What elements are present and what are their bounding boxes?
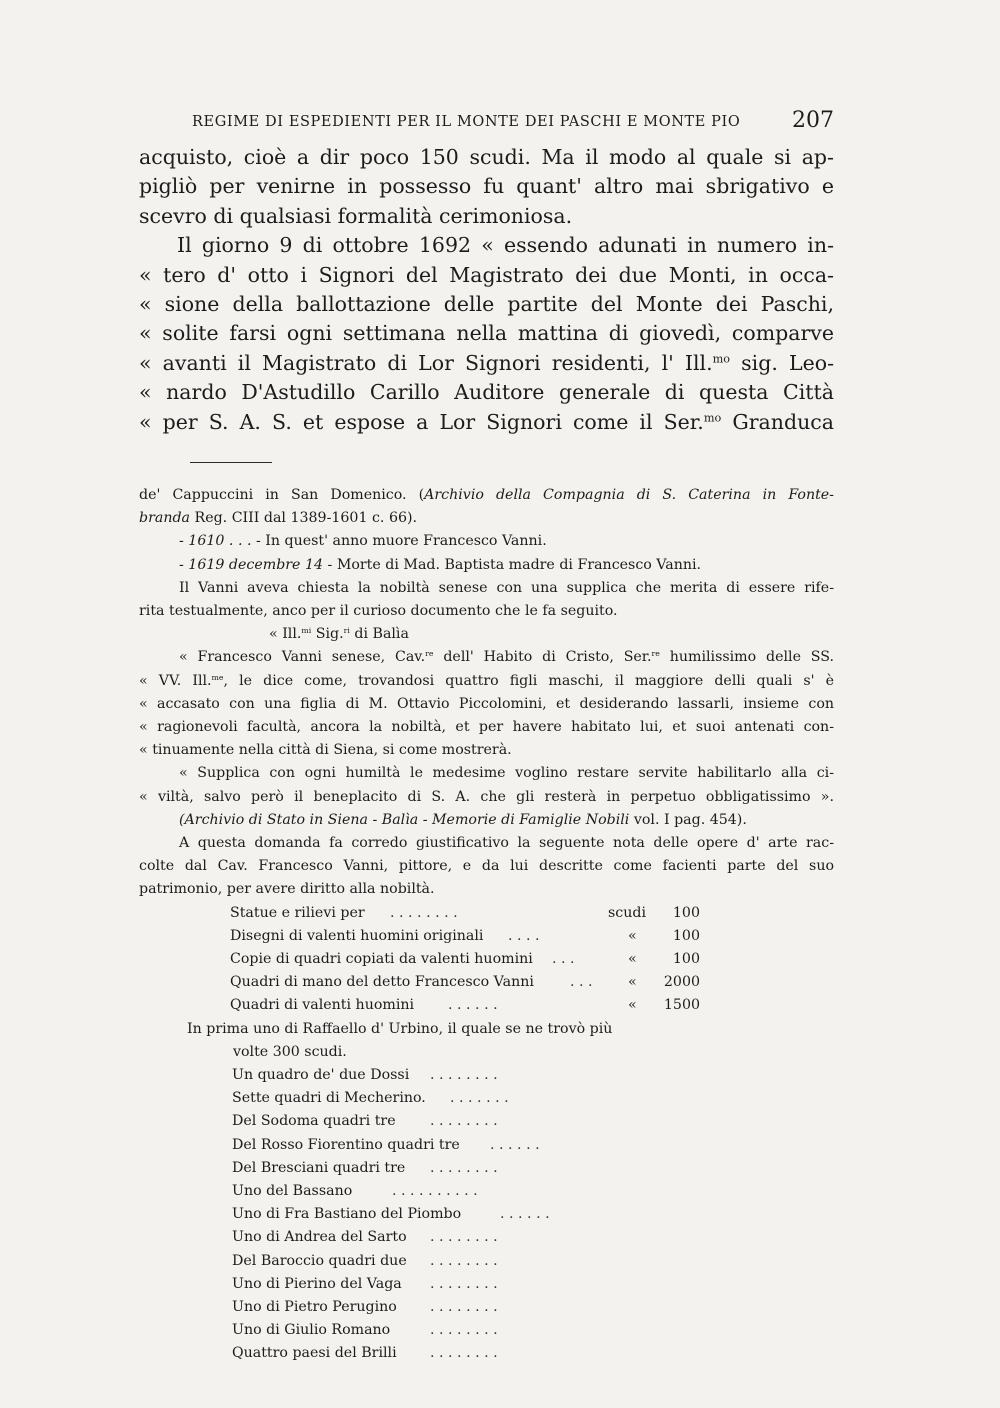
note-line: volte 300 scudi. — [233, 1043, 347, 1060]
artwork-label: Del Sodoma quadri tre — [232, 1113, 396, 1130]
text-fragment: Reg. CIII dal 1389-1601 c. 66). — [190, 510, 418, 527]
item-label: Statue e rilievi per — [230, 904, 365, 921]
note-line: « accasato con una figlia di M. Ottavio Piccolomini, et desiderando lassarli, insieme con — [139, 695, 834, 712]
artwork-label: Quattro paesi del Brilli — [232, 1345, 397, 1362]
note-line — [139, 646, 834, 669]
item-label: Copie di quadri copiati da valenti huomini — [230, 951, 533, 968]
text-line: « nardo D'Astudillo Carillo Auditore generale di questa Città — [139, 380, 834, 405]
inventory-row — [230, 948, 700, 971]
inventory-row — [230, 971, 700, 994]
dot-leader: . . . . . . . . . . — [392, 1182, 478, 1199]
artwork-label: Uno di Giulio Romano — [232, 1322, 391, 1339]
item-amount: 100 — [672, 951, 700, 968]
text-fragment: de' Cappuccini in San Domenico. ( — [139, 487, 425, 503]
superscript: ri — [343, 626, 350, 636]
artwork-row — [232, 1110, 834, 1133]
artwork-label: Sette quadri di Mecherino. — [232, 1090, 426, 1107]
main-text — [139, 143, 834, 437]
dot-leader: . . . . . . . . — [430, 1067, 498, 1083]
note-line: « viltà, salvo però il beneplacito di S. A. che gli resterà in perpetuo obbligatissimo ». — [139, 788, 834, 805]
artwork-label: Del Baroccio quadri due — [232, 1252, 407, 1269]
note-line — [139, 809, 834, 832]
dot-leader: . . . . . . . . — [430, 1275, 498, 1292]
dot-leader: . . . . . . . . — [430, 1229, 498, 1246]
artwork-row — [232, 1226, 834, 1249]
dot-leader: . . . . . . — [448, 997, 498, 1014]
dot-leader: . . . — [570, 974, 593, 991]
dot-leader: . . . . . . . . — [430, 1113, 498, 1130]
note-line: In prima uno di Raffaello d' Urbino, il quale se ne trovò più — [187, 1020, 613, 1037]
dot-leader: . . . . . . . — [450, 1090, 509, 1107]
artwork-label: Uno di Fra Bastiano del Piombo — [232, 1206, 462, 1223]
text-fragment: « VV. Ill. — [139, 672, 212, 689]
text-fragment: vol. I pag. 454). — [629, 811, 747, 828]
text-fragment: « Ill. — [269, 626, 302, 643]
note-line: « Supplica con ogni humiltà le medesime voglino restare servite habilitarlo alla ci- — [179, 765, 834, 782]
dot-leader: . . . . . . . . — [430, 1345, 498, 1362]
item-unit: « — [628, 974, 637, 991]
note-line: « tinuamente nella città di Siena, si come mostrerà. — [139, 742, 512, 759]
item-unit: « — [628, 997, 637, 1014]
text-fragment: - In quest' anno muore Francesco Vanni. — [251, 533, 547, 550]
paragraph-1 — [139, 143, 834, 231]
dot-leader: . . . . — [508, 927, 540, 944]
note-line — [139, 670, 834, 693]
text-line: scevro di qualsiasi formalità cerimoniosa. — [139, 203, 573, 228]
artwork-row — [232, 1273, 834, 1296]
item-unit: scudi — [608, 904, 646, 921]
item-label: Disegni di valenti huomini originali — [230, 927, 484, 944]
note-line — [139, 530, 834, 553]
footnote-rule — [190, 462, 272, 463]
note-line: colte dal Cav. Francesco Vanni, pittore, e da lui descritte come facienti parte del suo — [139, 858, 834, 875]
page-number: 207 — [792, 108, 834, 133]
dot-leader: . . . — [552, 951, 575, 968]
item-amount: 100 — [672, 904, 700, 921]
artwork-row — [232, 1180, 834, 1203]
text-fragment: (Archivio di Stato in Siena - Balìa - Memorie di Famiglie Nobili — [179, 811, 630, 828]
item-unit: « — [628, 927, 637, 944]
text-fragment: Archivio della Compagnia di S. Caterina in Fonte- — [424, 487, 834, 503]
text-line — [139, 408, 834, 437]
artwork-row — [232, 1296, 834, 1319]
dot-leader: . . . . . . . . — [430, 1298, 498, 1315]
text-fragment: Sig. — [311, 626, 344, 643]
note-line: patrimonio, per avere diritto alla nobiltà. — [139, 881, 435, 898]
note-line — [139, 623, 834, 646]
text-line: pigliò per venirne in possesso fu quant' altro mai sbrigativo e — [139, 174, 834, 199]
artwork-row — [232, 1157, 834, 1180]
artwork-label: Un quadro de' due Dossi — [232, 1067, 410, 1083]
text-fragment: « per S. A. S. et espose a Lor Signori come il Ser. — [139, 409, 704, 434]
dot-leader: . . . . . . — [500, 1206, 550, 1223]
note-line — [139, 507, 834, 530]
artwork-label: Uno di Andrea del Sarto — [232, 1229, 407, 1246]
artwork-row — [232, 1087, 834, 1110]
note-line: « ragionevoli facultà, ancora la nobiltà, et per havere habitato lui, et suoi antenati con- — [139, 719, 834, 736]
text-line: « solite farsi ogni settimana nella mattina di giovedì, comparve — [139, 321, 834, 346]
text-fragment: , le dice come, trovandosi quattro figli maschi, il maggiore delli quali s' è — [223, 672, 834, 689]
text-fragment: - 1619 decembre 14 — [179, 556, 324, 573]
text-fragment: Granduca — [721, 409, 834, 434]
item-amount: 100 — [672, 927, 700, 944]
text-fragment: humilissimo delle SS. — [659, 649, 834, 666]
superscript: re — [425, 649, 434, 659]
text-line — [139, 349, 834, 378]
text-fragment: sig. Leo- — [730, 350, 834, 375]
item-label: Quadri di valenti huomini — [230, 997, 415, 1014]
item-label: Quadri di mano del detto Francesco Vanni — [230, 974, 534, 991]
note-line: rita testualmente, anco per il curioso documento che le fa seguito. — [139, 603, 618, 620]
artwork-label: Del Bresciani quadri tre — [232, 1159, 406, 1176]
priced-inventory — [230, 902, 700, 1018]
dot-leader: . . . . . . . . — [390, 904, 458, 921]
note-line — [139, 484, 834, 507]
text-fragment: di Balìa — [349, 626, 409, 643]
dot-leader: . . . . . . . . — [430, 1252, 498, 1269]
footnotes — [139, 484, 834, 1365]
dot-leader: . . . . . . . . — [430, 1159, 498, 1176]
dot-leader: . . . . . . — [490, 1136, 540, 1153]
superscript: me — [211, 672, 224, 682]
artwork-label: Del Rosso Fiorentino quadri tre — [232, 1136, 460, 1153]
artwork-row — [232, 1203, 834, 1226]
running-header — [192, 108, 834, 133]
note-line: Il Vanni aveva chiesta la nobiltà senese con una supplica che merita di essere rife- — [179, 579, 834, 596]
artwork-row — [232, 1319, 834, 1342]
text-fragment: dell' Habito di Cristo, Ser. — [433, 649, 652, 666]
text-fragment: - 1610 . . . — [179, 533, 252, 550]
dot-leader: . . . . . . . . — [430, 1322, 498, 1339]
artwork-label: Uno di Pierino del Vaga — [232, 1275, 402, 1292]
text-fragment: branda — [139, 510, 191, 527]
superscript: mo — [712, 352, 731, 366]
text-fragment: « Francesco Vanni senese, Cav. — [179, 649, 426, 666]
text-fragment: « avanti il Magistrato di Lor Signori residenti, l' Ill. — [139, 350, 713, 375]
inventory-row — [230, 902, 700, 925]
item-amount: 2000 — [663, 974, 700, 991]
superscript: mi — [301, 626, 312, 636]
text-line: « sione della ballottazione delle partite del Monte dei Paschi, — [139, 292, 834, 317]
text-line: acquisto, cioè a dir poco 150 scudi. Ma il modo al quale si ap- — [139, 145, 834, 169]
text-line: « tero d' otto i Signori del Magistrato dei due Monti, in occa- — [139, 262, 834, 287]
item-unit: « — [628, 951, 637, 968]
item-amount: 1500 — [663, 997, 700, 1014]
paragraph-2 — [139, 231, 834, 437]
superscript: mo — [703, 411, 722, 425]
text-fragment: - Morte di Mad. Baptista madre di Francesco Vanni. — [323, 556, 702, 573]
artwork-row — [232, 1064, 834, 1087]
artwork-label: Uno del Bassano — [232, 1182, 353, 1199]
running-title: REGIME DI ESPEDIENTI PER IL MONTE DEI PASCHI E MONTE PIO — [192, 114, 741, 130]
artwork-row — [232, 1134, 834, 1157]
artwork-row — [232, 1342, 834, 1365]
note-line: A questa domanda fa corredo giustificativo la seguente nota delle opere d' arte rac- — [179, 835, 834, 852]
note-line — [139, 554, 834, 577]
inventory-row — [230, 994, 700, 1017]
text-line: Il giorno 9 di ottobre 1692 « essendo adunati in numero in- — [177, 233, 834, 258]
superscript: re — [651, 649, 660, 659]
artwork-row — [232, 1250, 834, 1273]
artwork-label: Uno di Pietro Perugino — [232, 1298, 397, 1315]
inventory-row — [230, 925, 700, 948]
artworks-list — [232, 1064, 834, 1365]
